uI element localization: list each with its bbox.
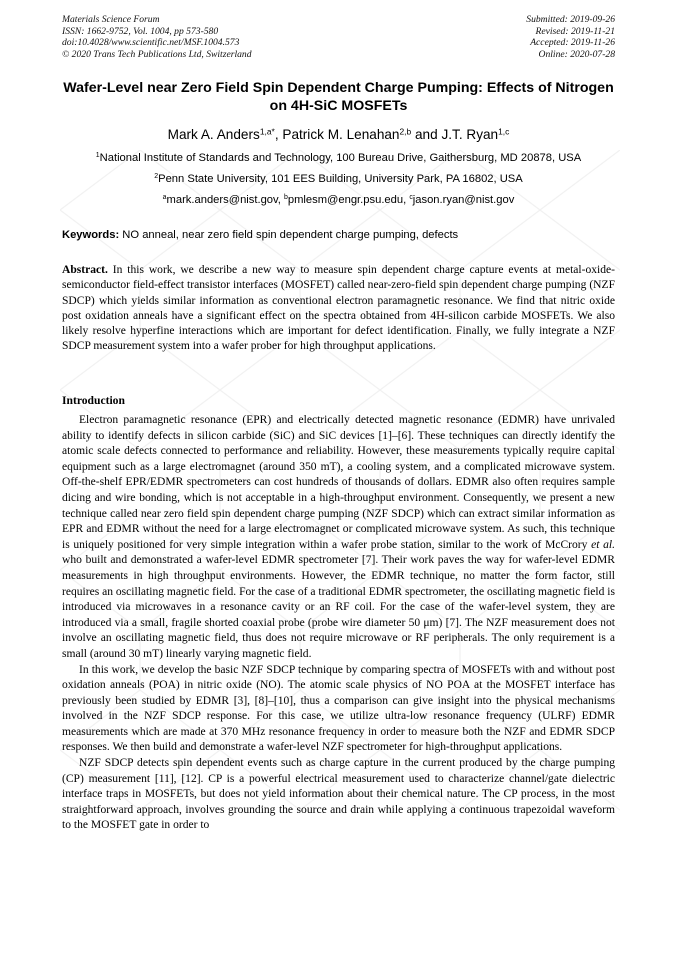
keywords-text: NO anneal, near zero field spin dependent charge pumping, defects bbox=[119, 229, 459, 241]
email-mark: c bbox=[409, 194, 413, 202]
author-name: Mark A. Anders bbox=[167, 127, 260, 142]
introduction-body bbox=[62, 413, 615, 834]
paragraph-text: Electron paramagnetic resonance (EPR) and electrically detected magnetic resonance (EDMR) have unrivaled ability to identify defects in silicon carbide (SiC) and SiC devices [1]–[6]. These techniques can directly identify the atomic scale defects connected to performance and reliability. However, these measurements typically require capital equipment such as a large electromagnet (around 350 mT), a cooling system, and a complicated microwave system. Off-the-shelf EPR/EDMR spectrometers can cost hundreds of thousands of dollars. EDMR also often requires sample dicing and wire bonding, which is not acceptable in a high-throughput environment. Consequently, we present a new technique called near zero field spin dependent charge pumping (NZF SDCP) which can extract similar information as EPR and EDMR without the need for a large electromagnet or complicated microwave system. As such, this technique is uniquely positioned for very simple integration within a wafer probe station, similar to the work of McCrory bbox=[62, 414, 615, 551]
paragraph-emphasis: et al. bbox=[591, 538, 615, 551]
paragraph-text: who built and demonstrated a wafer-level EDMR spectrometer [7]. Their work paves the way for wafer-level EDMR measurements in high throughput environments. However, the EDMR technique, no matter the form factor, still requires an oscillating magnetic field. For the case of a traditional EDMR spectrometer, the oscillating magnetic field is introduced via microwaves in a resonance cavity or an RF coil. For the case of the wafer-level system, they are introduced via a small, fragile shorted coaxial probe (probe wire diameter 50 μm) [7]. The NZF measurement does not involve an oscillating magnetic field, thus does not require microwave or RF peripherals. The only requirement is a small (around 30 mT) linearly varying magnetic field. bbox=[62, 554, 615, 660]
abstract bbox=[62, 263, 615, 355]
section-heading-introduction: Introduction bbox=[62, 394, 125, 407]
affiliation-2 bbox=[62, 172, 615, 186]
affiliation-text: Penn State University, 101 EES Building, University Park, PA 16802, USA bbox=[158, 173, 523, 185]
keywords bbox=[62, 228, 615, 242]
journal-name: Materials Science Forum bbox=[62, 14, 160, 25]
date-accepted: Accepted: 2019-11-26 bbox=[530, 37, 615, 49]
abstract-label: Abstract. bbox=[62, 264, 108, 276]
date-revised: Revised: 2019-11-21 bbox=[535, 25, 615, 37]
email-address[interactable]: jason.ryan@nist.gov bbox=[412, 194, 515, 206]
paragraph: In this work, we develop the basic NZF SDCP technique by comparing spectra of MOSFETs with and without post oxidation anneals (POA) in nitric oxide (NO). The atomic scale physics of NO POA at the MOSFET interface has previously been studied by EDMR [3], [8]–[10], thus a comparison can give insight into the physical mechanisms involved in the NZF SDCP response. For this case, we utilize ultra-low resonance frequency (ULRF) EDMR measurements which are made at 370 MHz resonance frequency in order to measure both the NZF and EDMR SDCP responses. We then build and demonstrate a wafer-level NZF spectrometer for high-throughput applications. bbox=[62, 663, 615, 754]
email-address[interactable]: pmlesm@engr.psu.edu bbox=[287, 194, 404, 206]
author-separator: , bbox=[274, 127, 283, 142]
affiliation-mark: 2 bbox=[154, 173, 159, 181]
journal-copyright: © 2020 Trans Tech Publications Ltd, Switzerland bbox=[62, 48, 252, 60]
dates-header bbox=[526, 14, 615, 60]
author-list bbox=[62, 126, 615, 144]
email-address[interactable]: mark.anders@nist.gov bbox=[166, 194, 278, 206]
email-separator: , bbox=[403, 194, 410, 206]
journal-issn: ISSN: 1662-9752, Vol. 1004, pp 573-580 bbox=[62, 25, 219, 37]
email-list bbox=[62, 193, 615, 207]
author-name: Patrick M. Lenahan bbox=[282, 127, 400, 142]
author-affiliation-mark: 1,a* bbox=[259, 126, 275, 137]
email-separator: , bbox=[277, 194, 285, 206]
paper-title: Wafer-Level near Zero Field Spin Dependent Charge Pumping: Effects of Nitrogen on 4H-SiC MOSFETs bbox=[63, 80, 614, 114]
affiliation-1 bbox=[62, 151, 615, 165]
affiliation-mark: 1 bbox=[95, 152, 100, 160]
author-name: J.T. Ryan bbox=[441, 127, 499, 142]
journal-header bbox=[62, 14, 252, 60]
paragraph: NZF SDCP detects spin dependent events such as charge capture in the current produced by the charge pumping (CP) measurement [11], [12]. CP is a powerful electrical measurement used to characterize channel/gate dielectric interface traps in MOSFETs, but does not yield information about their chemical nature. The CP process, in the most straightforward approach, involves grounding the source and drain while applying a continuous trapezoidal waveform to the MOSFET gate in order to bbox=[62, 757, 615, 832]
affiliation-text: National Institute of Standards and Technology, 100 Bureau Drive, Gaithersburg, MD 20878, USA bbox=[99, 152, 582, 164]
journal-doi: doi:10.4028/www.scientific.net/MSF.1004.573 bbox=[62, 37, 240, 49]
author-affiliation-mark: 2,b bbox=[399, 126, 412, 137]
author-separator: and bbox=[411, 127, 442, 142]
date-online: Online: 2020-07-28 bbox=[538, 48, 615, 60]
keywords-label: Keywords: bbox=[62, 229, 120, 241]
abstract-text: In this work, we describe a new way to measure spin dependent charge capture events at metal-oxide-semiconductor field-effect transistor interfaces (MOSFET) called near-zero-field spin dependent charge pumping (NZF SDCP) which yields similar information as conventional electron paramagnetic resonance. We find that nitric oxide post oxidation anneals have a significant effect on the spectra obtained from 4H-silicon carbide MOSFETs. We also likely resolve hyperfine interactions which are important for defect identification. Finally, we fully integrate a NZF SDCP measurement system into a wafer prober for high throughput applications. bbox=[62, 264, 615, 353]
email-mark: b bbox=[284, 194, 288, 202]
author-affiliation-mark: 1,c bbox=[498, 126, 510, 137]
date-submitted: Submitted: 2019-09-26 bbox=[526, 14, 615, 25]
email-mark: a bbox=[162, 194, 167, 202]
paragraph bbox=[62, 413, 615, 663]
